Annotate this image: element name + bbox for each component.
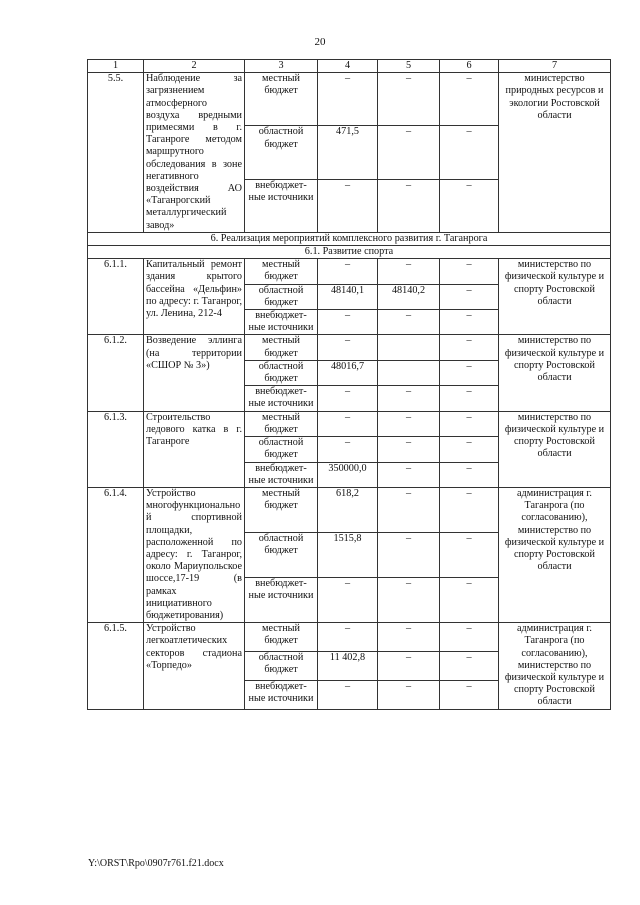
funding-source: местный бюджет: [245, 259, 318, 284]
funding-source: областной бюджет: [245, 651, 318, 680]
amount-cell: –: [440, 335, 499, 360]
amount-cell: 11 402,8: [318, 651, 378, 680]
header-cell: 7: [499, 60, 611, 73]
item-number: 6.1.3.: [88, 411, 144, 487]
amount-cell: 471,5: [318, 126, 378, 179]
amount-cell: –: [440, 386, 499, 411]
amount-cell: 48140,1: [318, 284, 378, 309]
funding-source: внебюджет-ные источники: [245, 680, 318, 709]
funding-source: областной бюджет: [245, 126, 318, 179]
subsection-title-row: [88, 246, 611, 259]
funding-source: внебюджет-ные источники: [245, 386, 318, 411]
item-number: 6.1.4.: [88, 487, 144, 622]
amount-cell: –: [378, 623, 440, 652]
item-name: Устройство многофункциональной спортивной площадки, расположенной по адресу: г. Таганрог, около Мариупольское шоссе,17-19 (в рамках инициативного бюджетирования): [144, 487, 245, 622]
responsible-executor: администрация г. Таганрога (по согласованию), министерство по физической культуре и спорту Ростовской области: [499, 623, 611, 709]
page-number: 20: [314, 36, 326, 48]
amount-cell: [378, 335, 440, 360]
amount-cell: –: [440, 487, 499, 532]
table-row: [88, 335, 611, 360]
amount-cell: –: [378, 310, 440, 335]
file-path-footer: Y:\ORST\Rpo\0907r761.f21.docx: [88, 858, 224, 869]
amount-cell: –: [378, 462, 440, 487]
header-cell: 6: [440, 60, 499, 73]
amount-cell: –: [378, 437, 440, 462]
amount-cell: –: [440, 578, 499, 623]
item-name: Возведение эллинга (на территории «СШОР № 3»): [144, 335, 245, 411]
amount-cell: –: [440, 179, 499, 232]
amount-cell: –: [378, 487, 440, 532]
amount-cell: –: [318, 623, 378, 652]
amount-cell: –: [440, 680, 499, 709]
amount-cell: –: [440, 623, 499, 652]
amount-cell: –: [318, 680, 378, 709]
amount-cell: –: [440, 411, 499, 436]
funding-source: областной бюджет: [245, 284, 318, 309]
amount-cell: –: [378, 126, 440, 179]
item-number: 6.1.2.: [88, 335, 144, 411]
amount-cell: –: [440, 73, 499, 126]
amount-cell: 618,2: [318, 487, 378, 532]
amount-cell: –: [378, 578, 440, 623]
funding-source: внебюджет-ные источники: [245, 578, 318, 623]
amount-cell: 1515,8: [318, 532, 378, 577]
amount-cell: 48140,2: [378, 284, 440, 309]
item-name: Наблюдение за загрязнением атмосферного воздуха вредными примесями в г. Таганроге методом маршрутного обследования в зоне негативного воздействия АО «Таганрогский металлургический завод»: [144, 73, 245, 233]
funding-source: внебюджет-ные источники: [245, 462, 318, 487]
funding-source: местный бюджет: [245, 73, 318, 126]
funding-source: областной бюджет: [245, 437, 318, 462]
amount-cell: [378, 360, 440, 385]
funding-source: областной бюджет: [245, 360, 318, 385]
table-row: [88, 411, 611, 436]
amount-cell: –: [440, 532, 499, 577]
amount-cell: –: [378, 680, 440, 709]
funding-source: местный бюджет: [245, 411, 318, 436]
header-cell: 5: [378, 60, 440, 73]
responsible-executor: министерство по физической культуре и спорту Ростовской области: [499, 411, 611, 487]
amount-cell: –: [318, 259, 378, 284]
item-number: 5.5.: [88, 73, 144, 233]
budget-table: [87, 59, 611, 710]
item-name: Строительство ледового катка в г. Таганроге: [144, 411, 245, 487]
amount-cell: –: [378, 259, 440, 284]
amount-cell: –: [318, 437, 378, 462]
amount-cell: –: [318, 386, 378, 411]
amount-cell: –: [318, 73, 378, 126]
amount-cell: –: [440, 437, 499, 462]
funding-source: внебюджет-ные источники: [245, 179, 318, 232]
funding-source: местный бюджет: [245, 487, 318, 532]
header-cell: 2: [144, 60, 245, 73]
item-name: Капитальный ремонт здания крытого бассейна «Дельфин» по адресу: г. Таганрог, ул. Ленина, 212-4: [144, 259, 245, 335]
responsible-executor: министерство по физической культуре и спорту Ростовской области: [499, 259, 611, 335]
amount-cell: –: [318, 179, 378, 232]
amount-cell: –: [378, 651, 440, 680]
amount-cell: –: [378, 411, 440, 436]
subsection-title: 6.1. Развитие спорта: [88, 246, 611, 259]
amount-cell: –: [440, 360, 499, 385]
amount-cell: –: [378, 73, 440, 126]
funding-source: областной бюджет: [245, 532, 318, 577]
header-cell: 4: [318, 60, 378, 73]
amount-cell: –: [318, 335, 378, 360]
amount-cell: –: [440, 310, 499, 335]
amount-cell: –: [440, 462, 499, 487]
responsible-executor: министерство природных ресурсов и экологии Ростовской области: [499, 73, 611, 233]
item-number: 6.1.5.: [88, 623, 144, 709]
amount-cell: –: [440, 259, 499, 284]
item-name: Устройство легкоатлетических секторов стадиона «Торпедо»: [144, 623, 245, 709]
section-title-row: [88, 232, 611, 245]
header-cell: 3: [245, 60, 318, 73]
amount-cell: –: [318, 578, 378, 623]
amount-cell: –: [378, 386, 440, 411]
item-number: 6.1.1.: [88, 259, 144, 335]
amount-cell: –: [378, 532, 440, 577]
funding-source: местный бюджет: [245, 623, 318, 652]
amount-cell: –: [318, 411, 378, 436]
amount-cell: –: [378, 179, 440, 232]
table-row: [88, 73, 611, 126]
amount-cell: –: [440, 284, 499, 309]
amount-cell: –: [318, 310, 378, 335]
funding-source: внебюджет-ные источники: [245, 310, 318, 335]
table-row: [88, 259, 611, 284]
responsible-executor: администрация г. Таганрога (по согласованию), министерство по физической культуре и спорту Ростовской области: [499, 487, 611, 622]
section-title: 6. Реализация мероприятий комплексного развития г. Таганрога: [88, 232, 611, 245]
amount-cell: –: [440, 651, 499, 680]
responsible-executor: министерство по физической культуре и спорту Ростовской области: [499, 335, 611, 411]
amount-cell: 48016,7: [318, 360, 378, 385]
amount-cell: 350000,0: [318, 462, 378, 487]
header-cell: 1: [88, 60, 144, 73]
amount-cell: –: [440, 126, 499, 179]
table-header-row: [88, 60, 611, 73]
table-row: [88, 623, 611, 652]
funding-source: местный бюджет: [245, 335, 318, 360]
table-row: [88, 487, 611, 532]
